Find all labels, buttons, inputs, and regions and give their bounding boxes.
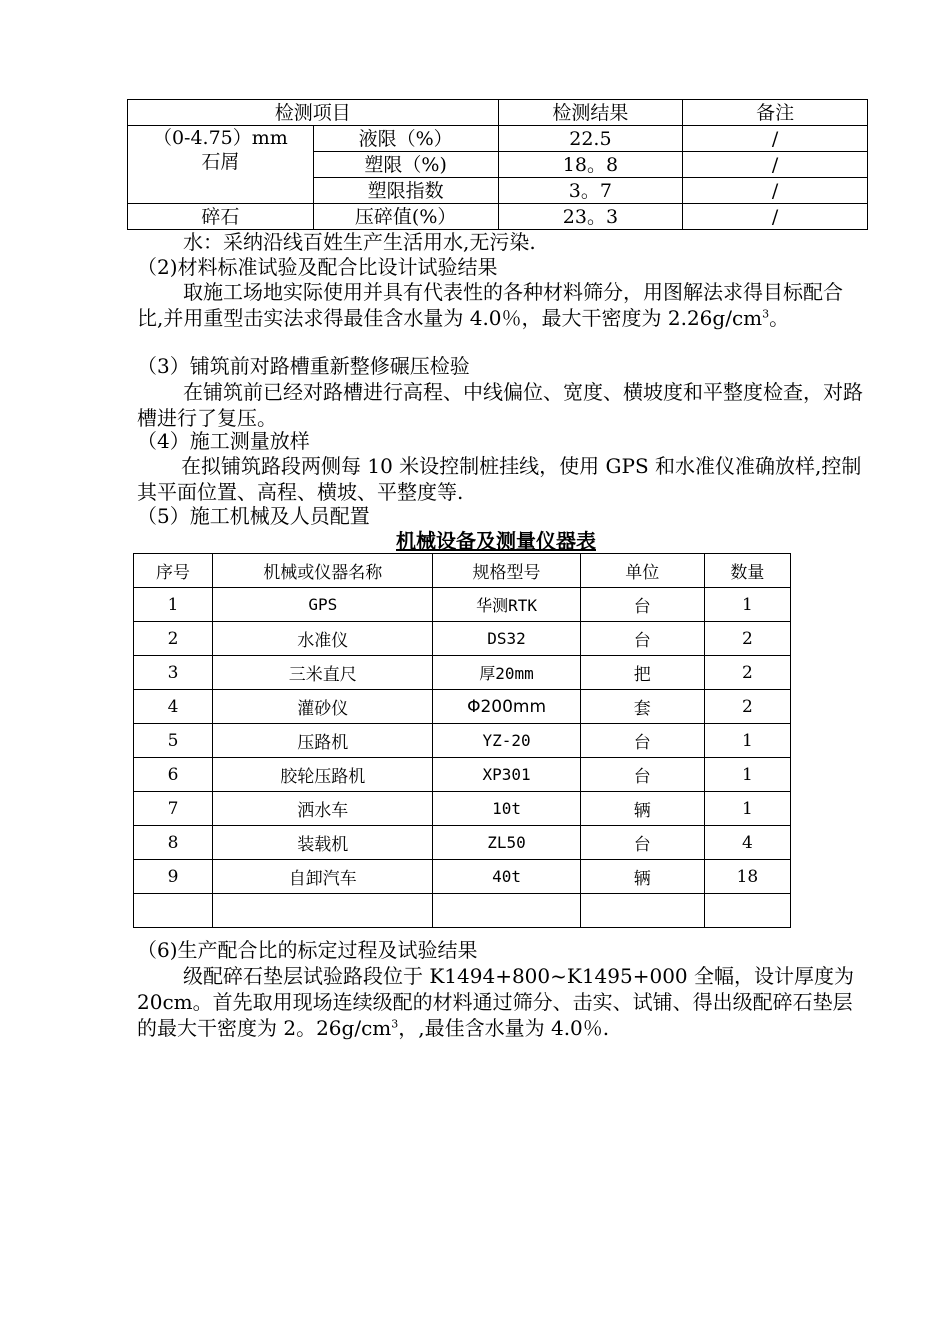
equipment-table-title: 机械设备及测量仪器表 — [396, 529, 596, 553]
cell-model: 10t — [433, 792, 580, 826]
table-row — [134, 826, 791, 860]
item-cell: 塑限指数 — [313, 178, 498, 204]
table-row — [134, 588, 791, 622]
cell-model: 40t — [433, 860, 580, 894]
superscript: 3 — [391, 1017, 399, 1031]
group-label-cell — [128, 126, 314, 204]
note-cell: / — [683, 126, 868, 152]
cell-model: 厚20mm — [433, 656, 580, 690]
cell-name: 三米直尺 — [213, 656, 433, 690]
cell-model: 华测RTK — [433, 588, 580, 622]
cell-name: 压路机 — [213, 724, 433, 758]
cell-name: 灌砂仪 — [213, 690, 433, 724]
result-cell: 23。3 — [498, 204, 683, 230]
equipment-table — [133, 553, 791, 928]
header-cell: 备注 — [683, 100, 868, 126]
header-cell: 单位 — [580, 554, 704, 588]
cell-unit: 台 — [580, 588, 704, 622]
header-cell: 机械或仪器名称 — [213, 554, 433, 588]
cell-qty: 1 — [704, 758, 790, 792]
cell-model: YZ-20 — [433, 724, 580, 758]
section-2-body — [137, 279, 867, 331]
water-paragraph: 水：采纳沿线百姓生产生活用水,无污染. — [183, 230, 536, 254]
cell-model: ZL50 — [433, 826, 580, 860]
cell-index: 5 — [134, 724, 213, 758]
table-row — [128, 204, 868, 230]
section-6-title: （6)生产配合比的标定过程及试验结果 — [137, 938, 478, 962]
table-header-row — [134, 554, 791, 588]
section-2-text: 取施工场地实际使用并具有代表性的各种材料筛分，用图解法求得目标配合比,并用重型击实法求得最佳含水量为 4.0％，最大干密度为 2.26g/cm — [137, 280, 843, 330]
cell-index: 9 — [134, 860, 213, 894]
cell-index: 4 — [134, 690, 213, 724]
header-cell: 检测项目 — [128, 100, 499, 126]
cell-unit — [580, 894, 704, 928]
cell-unit: 辆 — [580, 792, 704, 826]
group-label-line: 石屑 — [201, 151, 240, 173]
cell-qty: 2 — [704, 690, 790, 724]
table-row — [134, 622, 791, 656]
result-cell: 18。8 — [498, 152, 683, 178]
cell-index: 7 — [134, 792, 213, 826]
table-row — [134, 724, 791, 758]
item-cell: 液限（%） — [313, 126, 498, 152]
group-label-cell: 碎石 — [128, 204, 314, 230]
cell-index — [134, 894, 213, 928]
cell-model: XP301 — [433, 758, 580, 792]
cell-name: 胶轮压路机 — [213, 758, 433, 792]
cell-name: GPS — [213, 588, 433, 622]
cell-name: 装载机 — [213, 826, 433, 860]
cell-unit: 台 — [580, 622, 704, 656]
cell-model — [433, 894, 580, 928]
cell-qty: 2 — [704, 656, 790, 690]
section-3-title: （3）铺筑前对路槽重新整修碾压检验 — [137, 354, 470, 378]
cell-name — [213, 894, 433, 928]
cell-qty: 4 — [704, 826, 790, 860]
cell-qty: 18 — [704, 860, 790, 894]
cell-unit: 台 — [580, 724, 704, 758]
section-4-title: （4）施工测量放样 — [137, 429, 310, 453]
result-cell: 3。7 — [498, 178, 683, 204]
header-cell: 序号 — [134, 554, 213, 588]
header-cell: 检测结果 — [498, 100, 683, 126]
cell-model: DS32 — [433, 622, 580, 656]
section-2-text-end: 。 — [769, 306, 790, 330]
item-cell: 塑限（%) — [313, 152, 498, 178]
cell-qty: 1 — [704, 792, 790, 826]
note-cell: / — [683, 178, 868, 204]
cell-index: 1 — [134, 588, 213, 622]
header-cell: 数量 — [704, 554, 790, 588]
test-results-table — [127, 99, 868, 230]
cell-index: 2 — [134, 622, 213, 656]
table-row — [134, 656, 791, 690]
section-3-body: 在铺筑前已经对路槽进行高程、中线偏位、宽度、横坡度和平整度检查，对路槽进行了复压。 — [137, 380, 863, 430]
cell-unit: 把 — [580, 656, 704, 690]
cell-qty: 1 — [704, 724, 790, 758]
cell-qty: 1 — [704, 588, 790, 622]
cell-index: 3 — [134, 656, 213, 690]
cell-model: Φ200mm — [433, 690, 580, 724]
table-row — [134, 792, 791, 826]
superscript: 3 — [762, 307, 770, 321]
cell-unit: 台 — [580, 758, 704, 792]
cell-unit: 辆 — [580, 860, 704, 894]
section-6-text: 级配碎石垫层试验路段位于 K1494+800~K1495+000 全幅，设计厚度为 20cm。首先取用现场连续级配的材料通过筛分、击实、试铺、得出级配碎石垫层的最大干密度为 2。26g/cm — [137, 964, 855, 1040]
cell-unit: 套 — [580, 690, 704, 724]
cell-qty — [704, 894, 790, 928]
section-6-body — [137, 963, 867, 1041]
section-4-body: 在拟铺筑路段两侧每 10 米设控制桩挂线，使用 GPS 和水准仪准确放样,控制其平面位置、高程、横坡、平整度等. — [137, 454, 862, 504]
section-2-title: （2)材料标准试验及配合比设计试验结果 — [137, 255, 498, 279]
table-row-empty — [134, 894, 791, 928]
cell-qty: 2 — [704, 622, 790, 656]
header-cell: 规格型号 — [433, 554, 580, 588]
table-header-row — [128, 100, 868, 126]
note-cell: / — [683, 204, 868, 230]
section-5-title: （5）施工机械及人员配置 — [137, 504, 370, 528]
cell-name: 自卸汽车 — [213, 860, 433, 894]
cell-index: 6 — [134, 758, 213, 792]
cell-name: 洒水车 — [213, 792, 433, 826]
result-cell: 22.5 — [498, 126, 683, 152]
cell-index: 8 — [134, 826, 213, 860]
table-row — [128, 126, 868, 152]
cell-unit: 台 — [580, 826, 704, 860]
note-cell: / — [683, 152, 868, 178]
table-row — [134, 690, 791, 724]
group-label-line: （0-4.75）mm — [152, 127, 288, 149]
section-6-text-end: ，,最佳含水量为 4.0％. — [398, 1016, 610, 1040]
item-cell: 压碎值(%） — [313, 204, 498, 230]
table-row — [134, 860, 791, 894]
cell-name: 水准仪 — [213, 622, 433, 656]
table-row — [134, 758, 791, 792]
